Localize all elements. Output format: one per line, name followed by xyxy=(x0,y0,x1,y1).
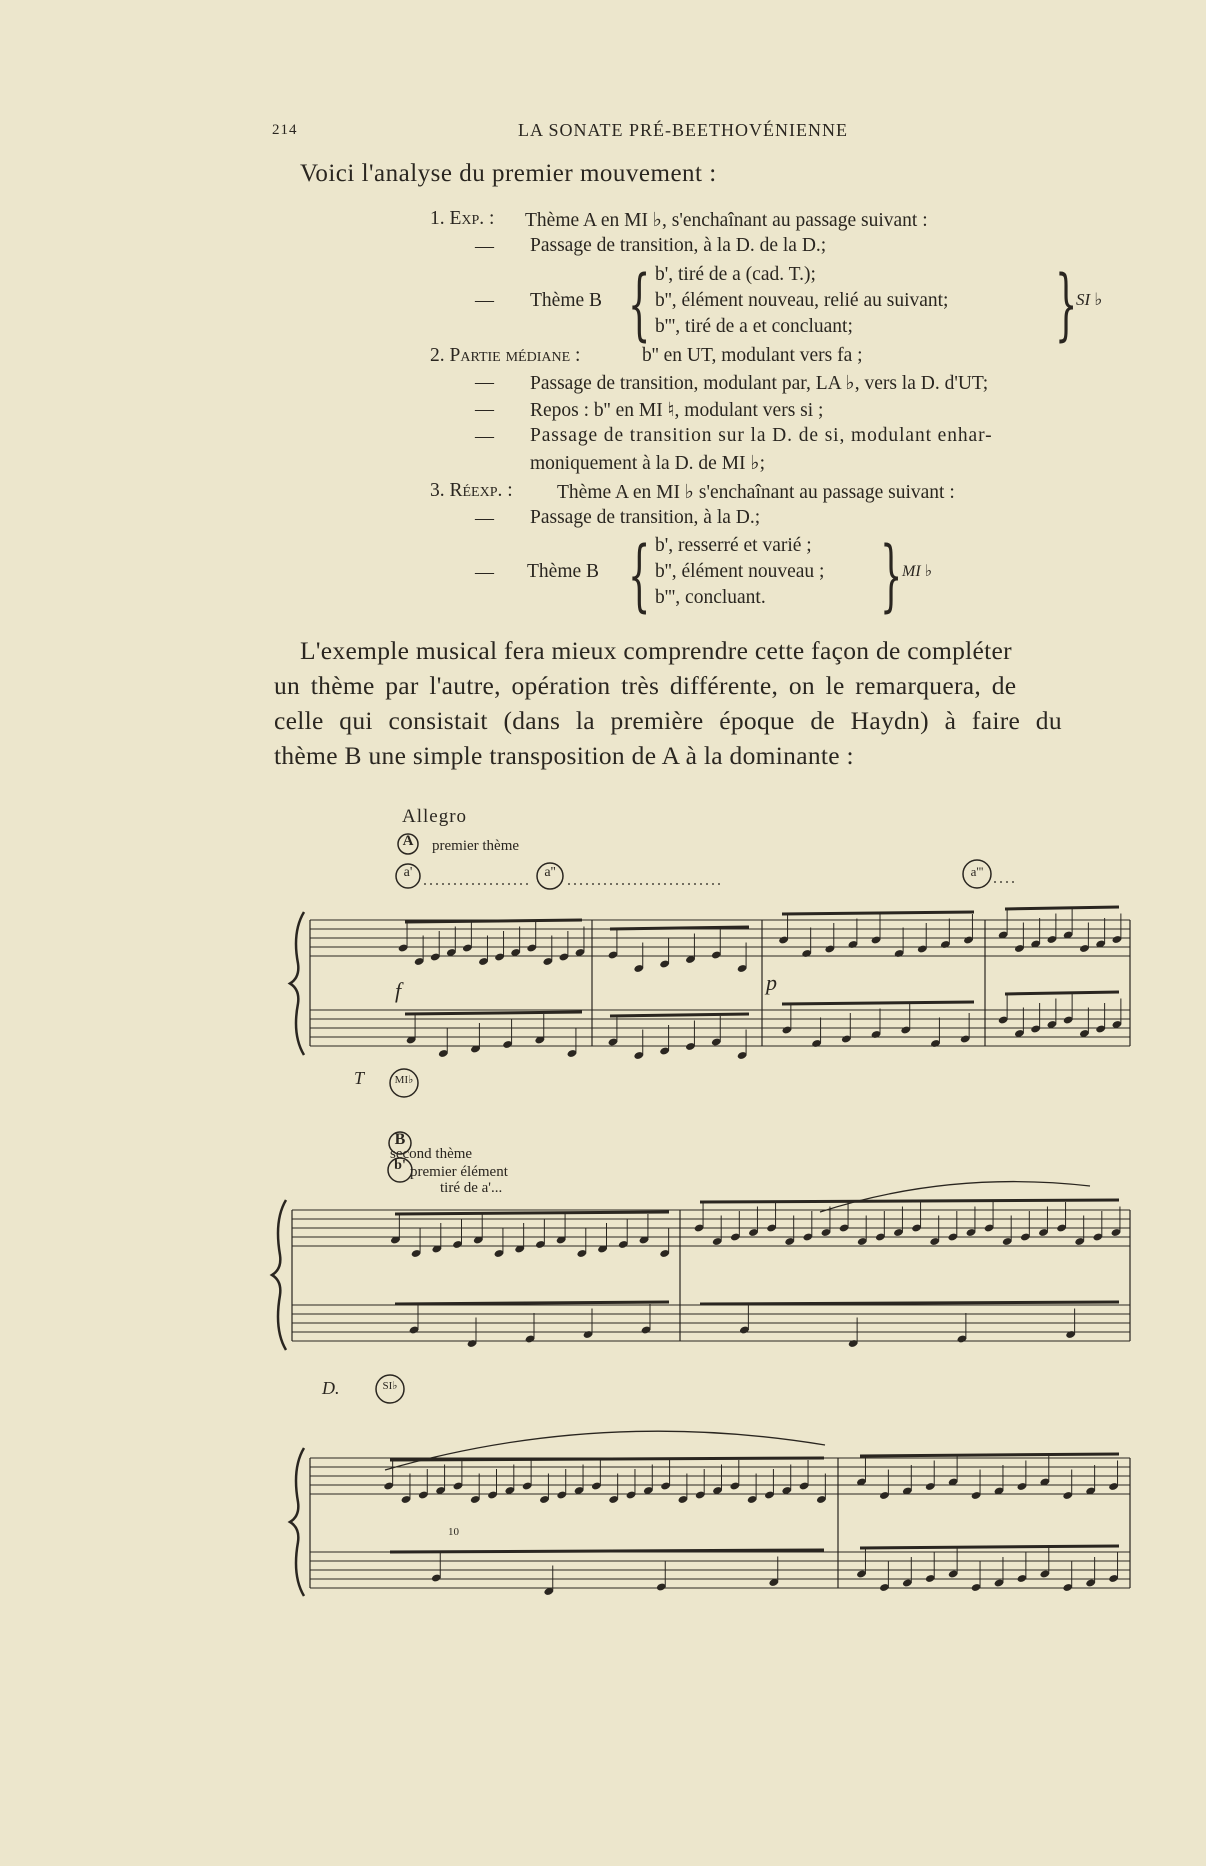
beam xyxy=(405,1012,582,1014)
beam xyxy=(395,1212,669,1214)
dash: — xyxy=(475,562,494,583)
theme-b-circle: B xyxy=(394,1131,406,1148)
b1-label: premier élément xyxy=(410,1164,508,1180)
mediane-line-3b: moniquement à la D. de MI ♭; xyxy=(530,453,766,474)
exp-text: Thème A en MI ♭, s'enchaînant au passage suivant : xyxy=(525,210,928,231)
a3-circle: a''' xyxy=(970,864,984,879)
reexp-b3: b''', concluant. xyxy=(655,587,766,608)
mediane-line-2: Repos : b'' en MI ♮, modulant vers si ; xyxy=(530,400,824,421)
beam xyxy=(610,927,749,929)
open-brace: { xyxy=(628,531,651,621)
beam xyxy=(610,1014,749,1016)
system-brace xyxy=(272,1200,286,1350)
key-mib-ring xyxy=(390,1069,418,1097)
beam xyxy=(1005,907,1119,909)
reexp-transition: Passage de transition, à la D.; xyxy=(530,507,761,528)
dominant-label: D. xyxy=(322,1378,340,1398)
reexp-b1: b', resserré et varié ; xyxy=(655,535,812,556)
intro-line: Voici l'analyse du premier mouvement : xyxy=(300,160,717,187)
b1-sub-label: tiré de a'... xyxy=(440,1180,503,1196)
exp-b1: b', tiré de a (cad. T.); xyxy=(655,264,816,285)
paragraph-line-2: un thème par l'autre, opération très différente, on le remarquera, de xyxy=(274,671,1017,700)
a2-ring xyxy=(537,863,563,889)
a2-circle: a'' xyxy=(544,865,556,880)
key-sib-ring xyxy=(376,1375,404,1403)
theme-a-label: premier thème xyxy=(432,838,520,854)
beam xyxy=(860,1454,1119,1456)
mediane-label: 2. Partie médiane : xyxy=(430,345,581,366)
exp-transition: Passage de transition, à la D. de la D.; xyxy=(530,235,827,256)
dash: — xyxy=(475,372,494,393)
beam xyxy=(390,1458,824,1460)
open-brace: { xyxy=(628,260,651,350)
mediane-line-3: Passage de transition sur la D. de si, modulant enhar- xyxy=(530,425,993,446)
paragraph-line-4: thème B une simple transposition de A à la dominante : xyxy=(274,741,854,770)
system-brace xyxy=(290,1448,304,1596)
reexp-key: MI ♭ xyxy=(902,563,933,580)
exp-label: 1. Exp. : xyxy=(430,208,495,229)
beam xyxy=(1005,992,1119,994)
dash: — xyxy=(475,290,494,311)
theme-a-circle: A xyxy=(402,833,414,849)
dash: — xyxy=(475,508,494,529)
reexp-text: Thème A en MI ♭ s'enchaînant au passage suivant : xyxy=(557,482,955,503)
beam xyxy=(782,1002,974,1004)
running-title: LA SONATE PRÉ-BEETHOVÉNIENNE xyxy=(518,120,848,140)
beam xyxy=(390,1550,824,1552)
mediane-line-1: Passage de transition, modulant par, LA ♭, vers la D. d'UT; xyxy=(530,373,989,394)
reexp-label: 3. Réexp. : xyxy=(430,480,513,501)
tonic-label: T xyxy=(354,1068,365,1088)
beam xyxy=(782,912,974,914)
dynamic-piano: p xyxy=(766,970,777,995)
dynamic-forte: f xyxy=(395,978,402,1003)
beam xyxy=(405,920,582,922)
dash: — xyxy=(475,236,494,257)
dash: — xyxy=(475,426,494,447)
slur xyxy=(385,1431,825,1470)
mediane-text: b'' en UT, modulant vers fa ; xyxy=(642,345,863,366)
exp-b2: b'', élément nouveau, relié au suivant; xyxy=(655,290,949,311)
beam xyxy=(860,1546,1119,1548)
close-brace: } xyxy=(880,531,903,621)
tempo-marking: Allegro xyxy=(402,806,468,827)
key-sib-circle: SI♭ xyxy=(382,1380,398,1392)
a3-ring xyxy=(963,860,991,888)
beam xyxy=(700,1302,1119,1304)
page-number: 214 xyxy=(272,122,298,138)
reexp-b2: b'', élément nouveau ; xyxy=(655,561,825,582)
exp-key: SI ♭ xyxy=(1076,290,1103,309)
theme-b-label: Thème B xyxy=(530,290,603,311)
slur xyxy=(820,1182,1090,1212)
theme-b-label-music: second thème xyxy=(390,1146,473,1162)
a1-ring xyxy=(396,864,420,888)
close-brace: } xyxy=(1055,260,1078,350)
theme-a-ring xyxy=(398,834,418,854)
system-brace xyxy=(290,912,304,1055)
theme-b-label: Thème B xyxy=(527,561,600,582)
beam xyxy=(700,1200,1119,1202)
beam xyxy=(395,1302,669,1304)
b1-ring xyxy=(388,1158,412,1182)
paragraph-line-3: celle qui consistait (dans la première époque de Haydn) à faire du xyxy=(274,706,1062,735)
a1-circle: a' xyxy=(403,865,413,880)
b1-circle: b' xyxy=(394,1158,406,1173)
exp-b3: b''', tiré de a et concluant; xyxy=(655,316,853,337)
dash: — xyxy=(475,399,494,420)
tuplet-label: 10 xyxy=(448,1526,459,1538)
theme-b-ring xyxy=(389,1132,411,1154)
key-mib-circle: MI♭ xyxy=(394,1074,414,1086)
paragraph-line-1: L'exemple musical fera mieux comprendre cette façon de compléter xyxy=(300,636,1012,665)
